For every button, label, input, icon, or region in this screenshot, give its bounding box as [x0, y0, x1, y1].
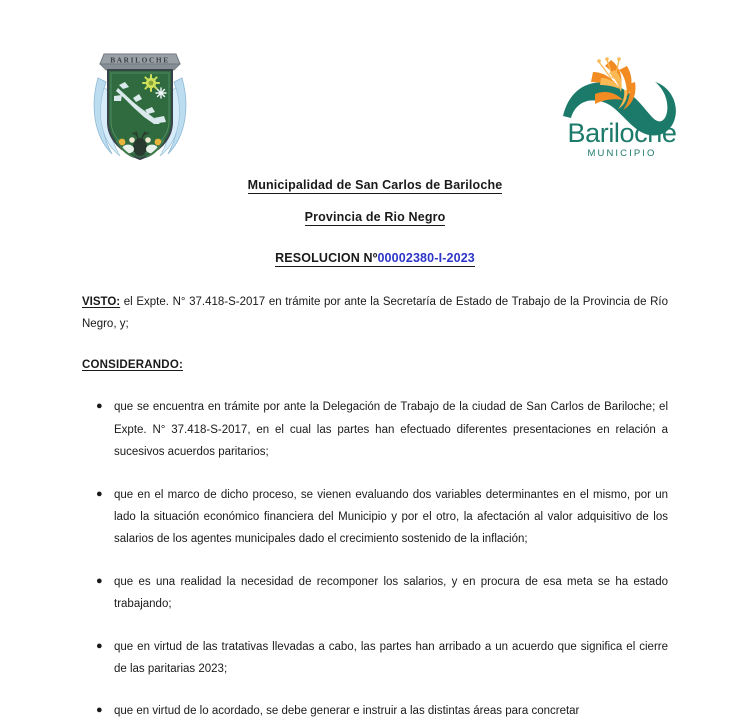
visto-paragraph — [82, 291, 668, 336]
list-item-text: que en virtud de las tratativas llevadas a cabo, las partes han arribado a un acuerdo que significa el cierre de las paritarias 2023; — [114, 640, 668, 676]
list-item-text: que se encuentra en trámite por ante la Delegación de Trabajo de la ciudad de San Carlos de Bariloche; el Expte. N° 37.418-S-2017, en el cual las partes han efectuado diferentes presentaciones en relación a sucesivos acuerdos paritarios; — [114, 401, 668, 459]
list-item — [82, 636, 668, 681]
list-item — [82, 700, 668, 722]
bullet-icon: ● — [96, 639, 103, 652]
bullet-icon: ● — [96, 487, 103, 500]
considerando-heading: CONSIDERANDO: — [82, 358, 183, 371]
document-body — [82, 265, 668, 723]
coat-of-arms-icon — [88, 44, 192, 162]
bariloche-municipio-logo — [549, 44, 695, 162]
bullet-icon: ● — [96, 574, 103, 587]
resolution-number[interactable]: 00002380-I-2023 — [377, 251, 475, 265]
resolution-underline-group — [275, 251, 475, 267]
title-municipalidad-text: Municipalidad de San Carlos de Bariloche — [247, 178, 503, 192]
coat-of-arms-banner-text: BARILOCHE — [110, 55, 170, 65]
bullet-icon: ● — [96, 400, 103, 413]
list-item-text: que en virtud de lo acordado, se debe generar e instruir a las distintas áreas para concretar — [114, 705, 580, 718]
title-provincia-text: Provincia de Rio Negro — [304, 210, 446, 224]
list-item — [82, 484, 668, 551]
list-item-text: que es una realidad la necesidad de recomponer los salarios, y en procura de esa meta se ha estado trabajando; — [114, 575, 668, 611]
bariloche-wordmark: Bariloche — [567, 118, 677, 148]
visto-label: VISTO: — [82, 296, 121, 308]
page-title-provincia — [0, 192, 750, 224]
considerandos-list — [82, 396, 668, 723]
municipio-subtitle: MUNICIPIO — [587, 148, 657, 159]
list-item-text: que en el marco de dicho proceso, se vienen evaluando dos variables determinantes en el mismo, por un lado la situación económico financiera del Municipio y por el otro, la afectación al valor adquisitivo de los salarios de los agentes municipales dado el crecimiento sostenido de la inflación; — [114, 488, 668, 546]
resolution-number-line — [0, 224, 750, 265]
list-item — [82, 396, 668, 463]
visto-text: el Expte. N° 37.418-S-2017 en trámite por ante la Secretaría de Estado de Trabajo de la Provincia de Río Negro, y; — [82, 296, 668, 331]
document-header — [0, 0, 750, 165]
resolution-label: RESOLUCION Nº — [275, 251, 378, 265]
bullet-icon: ● — [96, 704, 103, 717]
list-item — [82, 571, 668, 616]
page-title-municipalidad — [0, 165, 750, 192]
